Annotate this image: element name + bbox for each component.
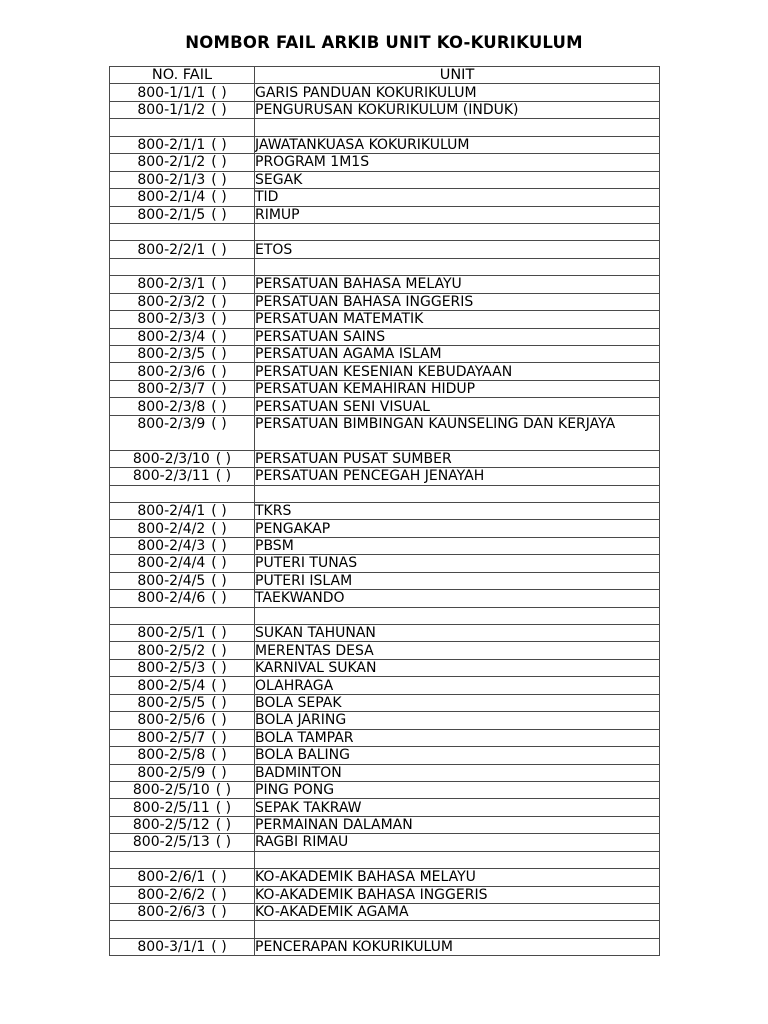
table-row xyxy=(110,590,660,607)
table-row xyxy=(110,450,660,467)
unit-name-cell: PENCERAPAN KOKURIKULUM xyxy=(255,938,660,955)
file-number-parentheses: ( ) xyxy=(215,834,232,851)
file-number-cell xyxy=(110,677,255,694)
file-number-cell xyxy=(110,781,255,798)
unit-name-cell: TID xyxy=(255,189,660,206)
unit-name-cell: SEGAK xyxy=(255,171,660,188)
file-number-cell xyxy=(110,311,255,328)
unit-name-cell: PERSATUAN AGAMA ISLAM xyxy=(255,346,660,363)
table-row xyxy=(110,171,660,188)
table-row-spacer xyxy=(110,921,660,938)
file-number: 800-2/5/3 xyxy=(137,660,206,677)
unit-name-cell: KO-AKADEMIK BAHASA MELAYU xyxy=(255,869,660,886)
file-number-parentheses: ( ) xyxy=(215,817,232,834)
unit-name-cell: PERSATUAN SENI VISUAL xyxy=(255,398,660,415)
file-number: 800-2/1/2 xyxy=(137,154,206,171)
unit-name-cell: RAGBI RIMAU xyxy=(255,834,660,851)
file-number-cell xyxy=(110,886,255,903)
file-number-parentheses: ( ) xyxy=(211,102,227,119)
table-row xyxy=(110,694,660,711)
file-number-cell xyxy=(110,398,255,415)
file-number-cell xyxy=(110,171,255,188)
page-title: NOMBOR FAIL ARKIB UNIT KO-KURIKULUM xyxy=(185,33,583,52)
table-row-spacer xyxy=(110,851,660,868)
table-row xyxy=(110,712,660,729)
unit-name-cell xyxy=(255,851,660,868)
table-row xyxy=(110,520,660,537)
unit-name-cell: ETOS xyxy=(255,241,660,258)
unit-name-cell: PROGRAM 1M1S xyxy=(255,154,660,171)
file-number-parentheses: ( ) xyxy=(211,311,227,328)
file-number-cell xyxy=(110,904,255,921)
file-number: 800-2/3/2 xyxy=(137,293,206,310)
file-number-cell xyxy=(110,136,255,153)
file-number-cell xyxy=(110,729,255,746)
table-row xyxy=(110,834,660,851)
file-number: 800-1/1/2 xyxy=(137,102,206,119)
file-number-parentheses: ( ) xyxy=(211,729,227,746)
file-number: 800-2/4/6 xyxy=(137,590,206,607)
file-number: 800-2/3/7 xyxy=(137,381,206,398)
file-number-parentheses: ( ) xyxy=(211,694,227,711)
file-number: 800-2/6/2 xyxy=(137,886,206,903)
file-number-parentheses: ( ) xyxy=(211,206,227,223)
table-row-spacer xyxy=(110,119,660,136)
unit-name-cell: PERSATUAN PENCEGAH JENAYAH xyxy=(255,468,660,485)
file-number: 800-2/4/4 xyxy=(137,555,206,572)
file-number-parentheses: ( ) xyxy=(211,886,227,903)
file-number-parentheses: ( ) xyxy=(211,328,227,345)
table-row xyxy=(110,241,660,258)
file-number-cell xyxy=(110,712,255,729)
file-number-parentheses: ( ) xyxy=(211,677,227,694)
unit-name-cell: OLAHRAGA xyxy=(255,677,660,694)
file-number-cell xyxy=(110,84,255,101)
unit-name-cell: MERENTAS DESA xyxy=(255,642,660,659)
file-number-cell xyxy=(110,276,255,293)
file-number-cell xyxy=(110,154,255,171)
table-row-spacer xyxy=(110,258,660,275)
file-number: 800-2/5/2 xyxy=(137,642,206,659)
table-row xyxy=(110,677,660,694)
file-number-cell xyxy=(110,938,255,955)
table-row xyxy=(110,84,660,101)
file-number-cell xyxy=(110,537,255,554)
unit-name-cell: PBSM xyxy=(255,537,660,554)
file-number-cell xyxy=(110,380,255,397)
table-row xyxy=(110,625,660,642)
file-number: 800-2/5/1 xyxy=(137,625,206,642)
unit-name-cell: TKRS xyxy=(255,502,660,519)
file-number-parentheses: ( ) xyxy=(211,642,227,659)
file-number: 800-2/3/5 xyxy=(137,346,206,363)
file-number: 800-2/2/1 xyxy=(137,241,206,258)
file-number-cell xyxy=(110,502,255,519)
table-row xyxy=(110,154,660,171)
table-row xyxy=(110,101,660,118)
unit-name-cell: GARIS PANDUAN KOKURIKULUM xyxy=(255,84,660,101)
file-number: 800-2/4/3 xyxy=(137,538,206,555)
file-number: 800-2/5/9 xyxy=(137,764,206,781)
file-number-cell xyxy=(110,607,255,624)
file-number: 800-2/3/8 xyxy=(137,398,206,415)
file-number: 800-2/3/11 xyxy=(132,468,210,485)
file-number-cell xyxy=(110,869,255,886)
table-row xyxy=(110,311,660,328)
file-number-cell xyxy=(110,816,255,833)
file-number: 800-1/1/1 xyxy=(137,84,206,101)
unit-name-cell: PENGURUSAN KOKURIKULUM (INDUK) xyxy=(255,101,660,118)
table-row xyxy=(110,276,660,293)
file-number-parentheses: ( ) xyxy=(211,538,227,555)
file-number-cell xyxy=(110,206,255,223)
file-number: 800-2/5/13 xyxy=(132,834,210,851)
file-number-cell xyxy=(110,328,255,345)
file-number: 800-2/6/1 xyxy=(137,869,206,886)
unit-name-cell: KARNIVAL SUKAN xyxy=(255,659,660,676)
table-row xyxy=(110,816,660,833)
file-number-cell xyxy=(110,572,255,589)
unit-name-cell xyxy=(255,223,660,240)
table-body xyxy=(110,84,660,956)
file-number-parentheses: ( ) xyxy=(211,346,227,363)
file-number-cell xyxy=(110,363,255,380)
table-row xyxy=(110,747,660,764)
unit-name-cell xyxy=(255,485,660,502)
file-number: 800-2/6/3 xyxy=(137,904,206,921)
file-number-parentheses: ( ) xyxy=(211,625,227,642)
table-row xyxy=(110,781,660,798)
table-row xyxy=(110,904,660,921)
table-row xyxy=(110,502,660,519)
file-number: 800-2/3/3 xyxy=(137,311,206,328)
table-row xyxy=(110,764,660,781)
file-number-cell xyxy=(110,346,255,363)
file-number-parentheses: ( ) xyxy=(211,660,227,677)
unit-name-cell: BOLA SEPAK xyxy=(255,694,660,711)
table-header-row xyxy=(110,67,660,84)
table-row xyxy=(110,555,660,572)
file-number-parentheses: ( ) xyxy=(211,154,227,171)
table-row xyxy=(110,346,660,363)
unit-name-cell: PERSATUAN KEMAHIRAN HIDUP xyxy=(255,380,660,397)
header-unit: UNIT xyxy=(255,67,660,84)
file-number-cell xyxy=(110,642,255,659)
file-number: 800-2/5/8 xyxy=(137,747,206,764)
file-number: 800-3/1/1 xyxy=(137,939,206,956)
file-number-parentheses: ( ) xyxy=(211,747,227,764)
file-number-parentheses: ( ) xyxy=(211,520,227,537)
file-number-parentheses: ( ) xyxy=(211,503,227,520)
table-row-spacer xyxy=(110,607,660,624)
file-number: 800-2/3/9 xyxy=(137,415,206,432)
file-number-cell xyxy=(110,101,255,118)
table-row xyxy=(110,468,660,485)
file-number-cell xyxy=(110,223,255,240)
file-number: 800-2/5/10 xyxy=(132,782,210,799)
table-row xyxy=(110,398,660,415)
file-number: 800-2/1/5 xyxy=(137,206,206,223)
file-number-cell xyxy=(110,468,255,485)
file-number-parentheses: ( ) xyxy=(215,782,232,799)
unit-name-cell: BOLA TAMPAR xyxy=(255,729,660,746)
file-number-parentheses: ( ) xyxy=(211,398,227,415)
file-number-cell xyxy=(110,450,255,467)
file-number: 800-2/3/4 xyxy=(137,328,206,345)
unit-name-cell: PERSATUAN KESENIAN KEBUDAYAAN xyxy=(255,363,660,380)
unit-name-cell xyxy=(255,921,660,938)
table-row xyxy=(110,659,660,676)
file-number: 800-2/5/11 xyxy=(132,799,210,816)
file-number-parentheses: ( ) xyxy=(211,712,227,729)
table-row xyxy=(110,869,660,886)
table-row-spacer xyxy=(110,223,660,240)
file-number-parentheses: ( ) xyxy=(211,381,227,398)
unit-name-cell: PUTERI ISLAM xyxy=(255,572,660,589)
file-number-cell xyxy=(110,590,255,607)
file-number-cell xyxy=(110,834,255,851)
file-number-parentheses: ( ) xyxy=(215,468,232,485)
unit-name-cell: SUKAN TAHUNAN xyxy=(255,625,660,642)
table-row xyxy=(110,136,660,153)
file-number-cell xyxy=(110,520,255,537)
file-number-parentheses: ( ) xyxy=(211,904,227,921)
file-number: 800-2/1/1 xyxy=(137,136,206,153)
table-row xyxy=(110,363,660,380)
file-number-cell xyxy=(110,851,255,868)
file-number-parentheses: ( ) xyxy=(211,171,227,188)
file-number: 800-2/3/10 xyxy=(132,450,210,467)
table-row xyxy=(110,328,660,345)
file-number-cell xyxy=(110,189,255,206)
file-number-parentheses: ( ) xyxy=(215,450,232,467)
unit-name-cell: PERSATUAN BAHASA MELAYU xyxy=(255,276,660,293)
file-number-parentheses: ( ) xyxy=(211,764,227,781)
table-row xyxy=(110,537,660,554)
file-number-cell xyxy=(110,659,255,676)
file-number-parentheses: ( ) xyxy=(211,415,227,432)
table-row xyxy=(110,642,660,659)
unit-name-cell: PING PONG xyxy=(255,781,660,798)
file-number-table xyxy=(109,66,660,956)
file-number-parentheses: ( ) xyxy=(211,276,227,293)
table-row xyxy=(110,189,660,206)
table-row xyxy=(110,380,660,397)
unit-name-cell xyxy=(255,119,660,136)
file-number: 800-2/4/2 xyxy=(137,520,206,537)
file-number-cell xyxy=(110,119,255,136)
unit-name-cell: PUTERI TUNAS xyxy=(255,555,660,572)
unit-name-cell: SEPAK TAKRAW xyxy=(255,799,660,816)
unit-name-cell xyxy=(255,607,660,624)
file-number-cell xyxy=(110,241,255,258)
file-number-cell xyxy=(110,625,255,642)
file-number-cell xyxy=(110,258,255,275)
file-number-parentheses: ( ) xyxy=(211,363,227,380)
unit-name-cell: KO-AKADEMIK AGAMA xyxy=(255,904,660,921)
table-row xyxy=(110,293,660,310)
table-row xyxy=(110,206,660,223)
file-number-cell xyxy=(110,485,255,502)
table-row xyxy=(110,886,660,903)
unit-name-cell: PERSATUAN BAHASA INGGERIS xyxy=(255,293,660,310)
file-number: 800-2/5/5 xyxy=(137,694,206,711)
table-row xyxy=(110,415,660,450)
unit-name-cell: PERSATUAN PUSAT SUMBER xyxy=(255,450,660,467)
table-row xyxy=(110,938,660,955)
unit-name-cell: BOLA JARING xyxy=(255,712,660,729)
table-row-spacer xyxy=(110,485,660,502)
unit-name-cell: PENGAKAP xyxy=(255,520,660,537)
file-number-parentheses: ( ) xyxy=(215,799,232,816)
file-number: 800-2/3/6 xyxy=(137,363,206,380)
file-number-cell xyxy=(110,293,255,310)
unit-name-cell: JAWATANKUASA KOKURIKULUM xyxy=(255,136,660,153)
unit-name-cell: BOLA BALING xyxy=(255,747,660,764)
file-number-cell xyxy=(110,799,255,816)
unit-name-cell: TAEKWANDO xyxy=(255,590,660,607)
table-row xyxy=(110,729,660,746)
file-number-parentheses: ( ) xyxy=(211,555,227,572)
file-number: 800-2/1/4 xyxy=(137,189,206,206)
file-number-parentheses: ( ) xyxy=(211,590,227,607)
file-number-parentheses: ( ) xyxy=(211,241,227,258)
file-number-parentheses: ( ) xyxy=(211,869,227,886)
file-number: 800-2/5/12 xyxy=(132,817,210,834)
file-number-cell xyxy=(110,764,255,781)
header-no-fail: NO. FAIL xyxy=(110,67,255,84)
file-number-parentheses: ( ) xyxy=(211,293,227,310)
unit-name-cell: PERSATUAN SAINS xyxy=(255,328,660,345)
file-number-parentheses: ( ) xyxy=(211,84,227,101)
unit-name-cell: PERSATUAN BIMBINGAN KAUNSELING DAN KERJAYA xyxy=(255,415,660,450)
file-number: 800-2/3/1 xyxy=(137,276,206,293)
unit-name-cell: PERMAINAN DALAMAN xyxy=(255,816,660,833)
file-number-cell xyxy=(110,747,255,764)
file-number-parentheses: ( ) xyxy=(211,189,227,206)
file-number-parentheses: ( ) xyxy=(211,939,227,956)
file-number-cell xyxy=(110,415,255,450)
file-number: 800-2/4/5 xyxy=(137,572,206,589)
file-number-parentheses: ( ) xyxy=(211,572,227,589)
file-number-parentheses: ( ) xyxy=(211,136,227,153)
file-number: 800-2/4/1 xyxy=(137,503,206,520)
unit-name-cell: BADMINTON xyxy=(255,764,660,781)
file-number-cell xyxy=(110,555,255,572)
file-number: 800-2/5/6 xyxy=(137,712,206,729)
file-number-cell xyxy=(110,921,255,938)
unit-name-cell: KO-AKADEMIK BAHASA INGGERIS xyxy=(255,886,660,903)
file-number: 800-2/5/4 xyxy=(137,677,206,694)
table-row xyxy=(110,799,660,816)
file-number: 800-2/5/7 xyxy=(137,729,206,746)
table-row xyxy=(110,572,660,589)
file-number-cell xyxy=(110,694,255,711)
file-number: 800-2/1/3 xyxy=(137,171,206,188)
unit-name-cell: RIMUP xyxy=(255,206,660,223)
unit-name-cell: PERSATUAN MATEMATIK xyxy=(255,311,660,328)
unit-name-cell xyxy=(255,258,660,275)
